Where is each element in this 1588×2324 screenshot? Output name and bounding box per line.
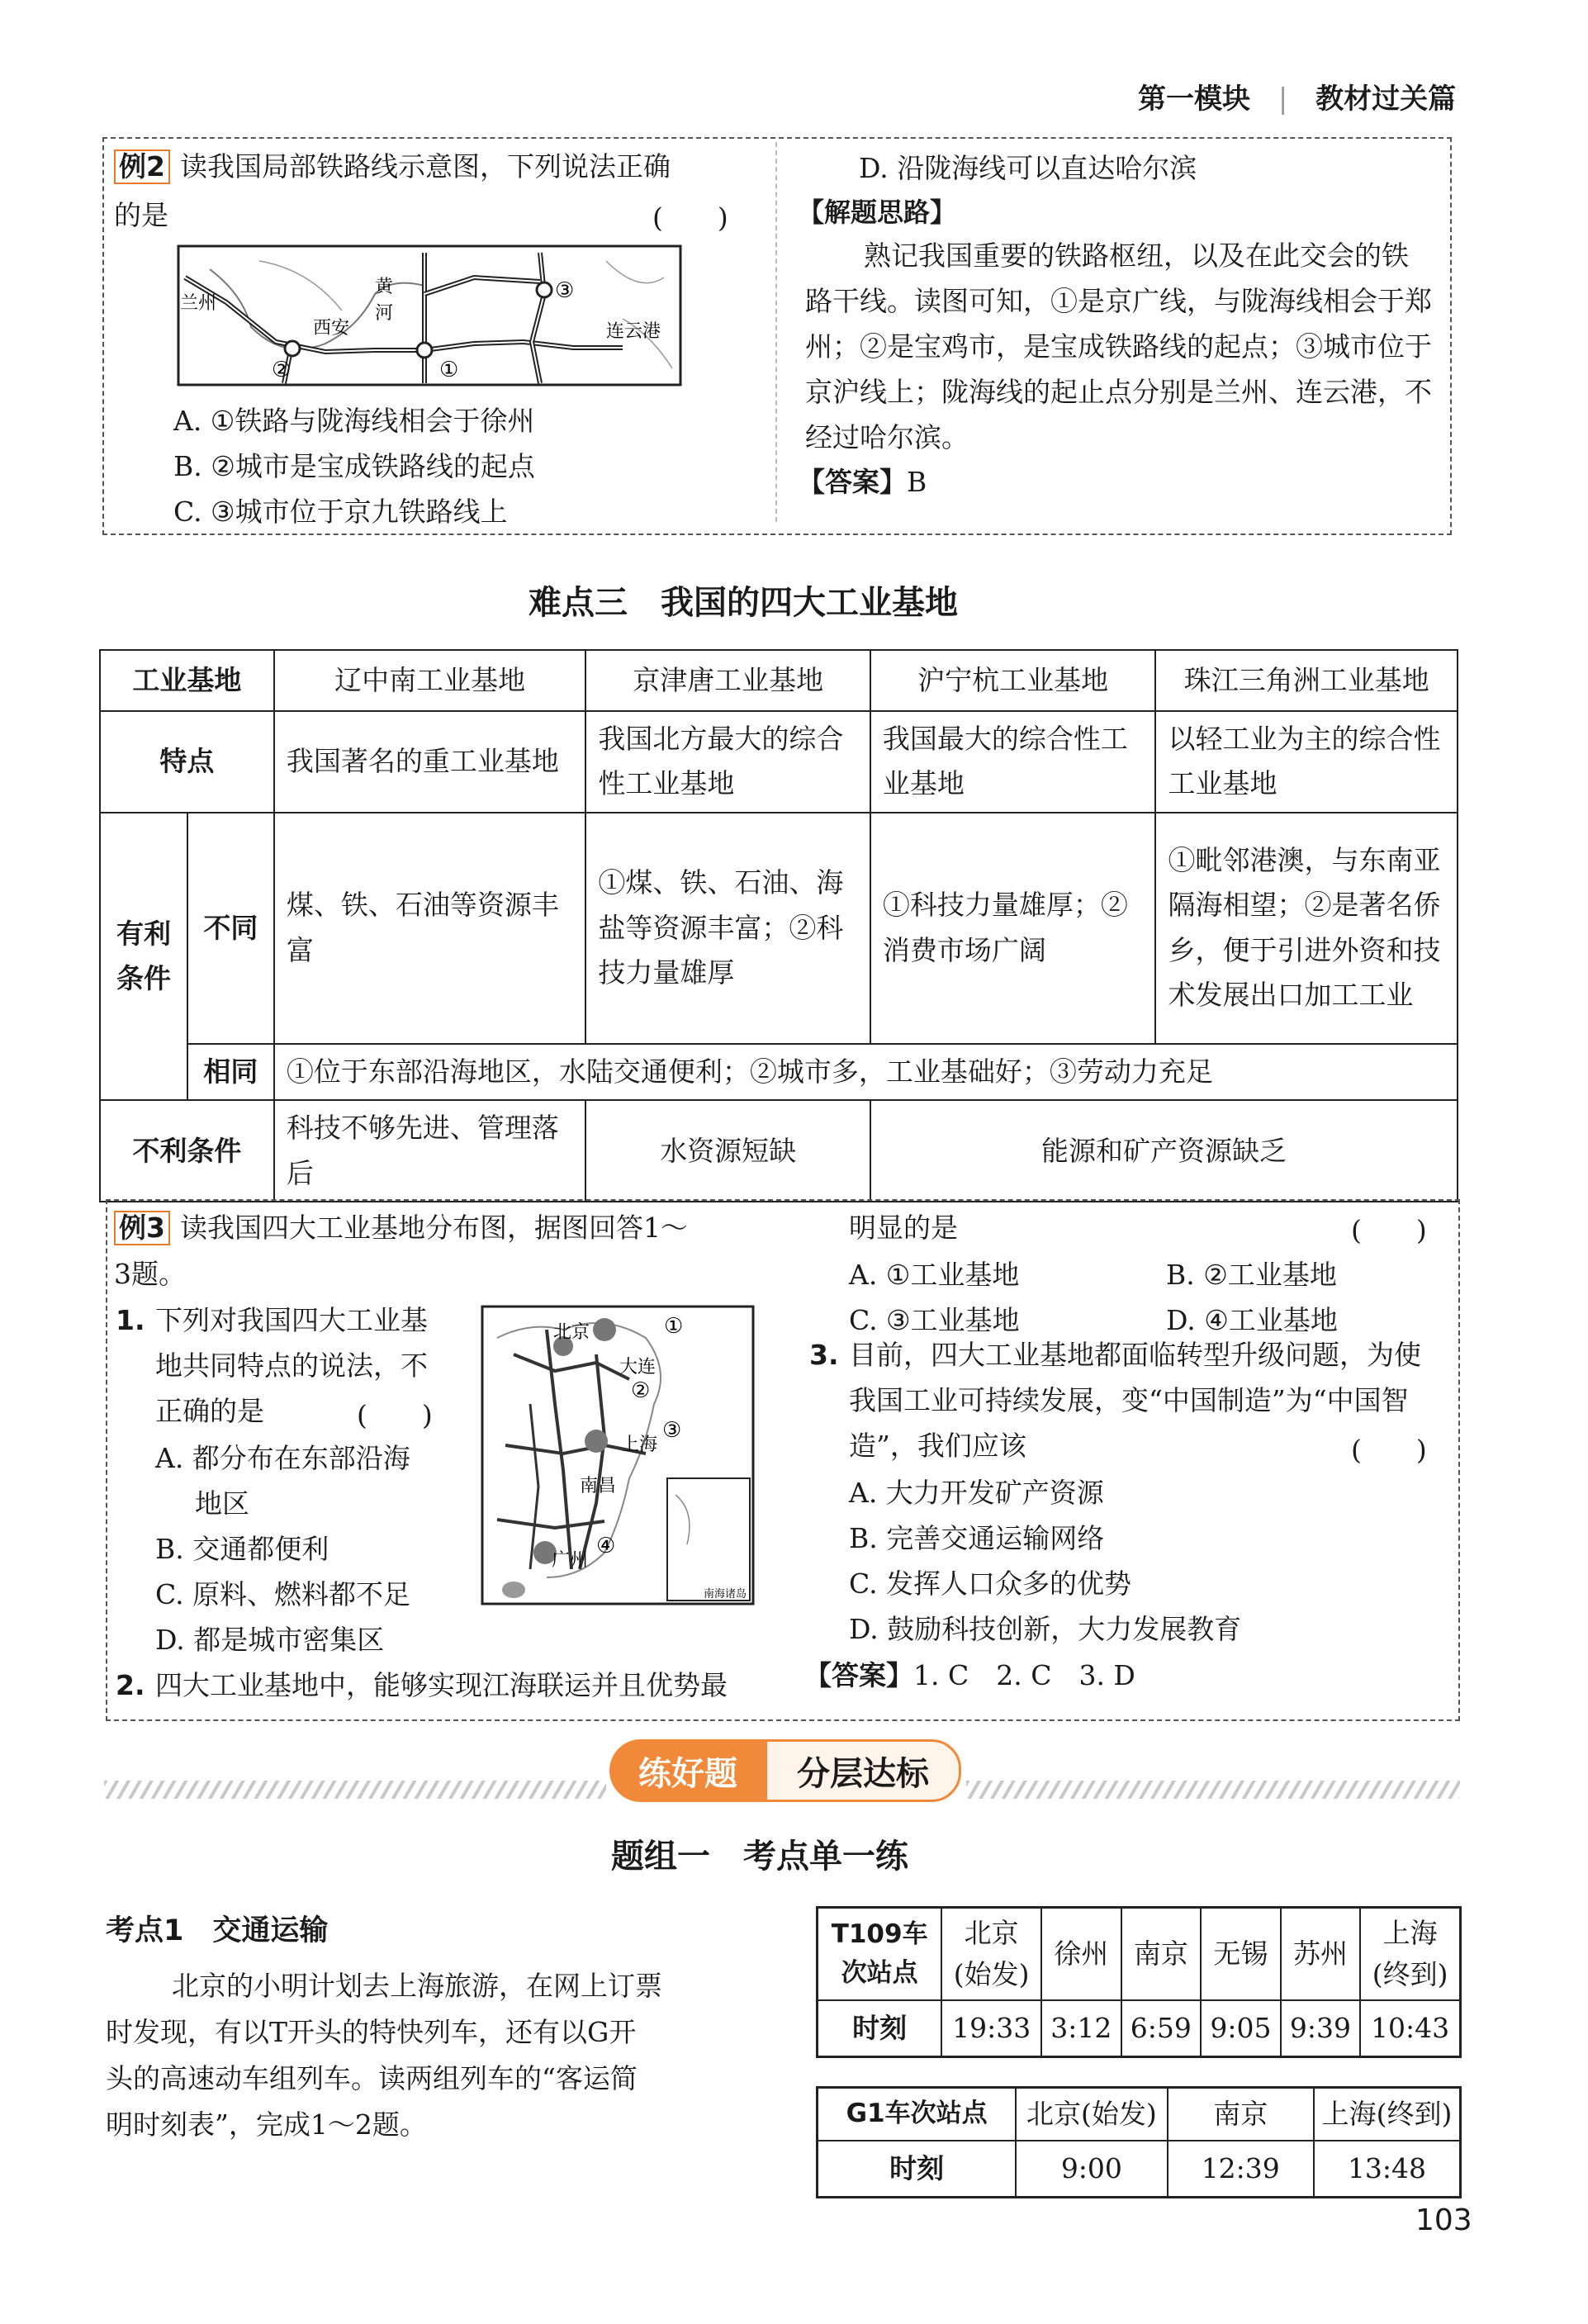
table-header-liaozhongnan: 辽中南工业基地: [274, 650, 586, 711]
q1-option-d: D. 都是城市密集区: [155, 1624, 385, 1656]
g1-table: [816, 2086, 1462, 2198]
t109-time-shanghai: 10:43: [1360, 2000, 1460, 2057]
q2-option-a: A. ①工业基地: [849, 1259, 1020, 1291]
table-header-huninghang: 沪宁杭工业基地: [870, 650, 1156, 711]
example2-tag: 例2: [114, 149, 170, 184]
q1-option-c: C. 原料、燃料都不足: [155, 1578, 411, 1610]
feature-label: 特点: [100, 711, 274, 813]
g1-station-shanghai: 上海(终到): [1314, 2088, 1461, 2141]
banner-stripe-left: [104, 1781, 606, 1799]
example2-analysis-line5: 经过哈尔滨。: [805, 421, 969, 453]
diff-liaozhongnan: 煤、铁、石油等资源丰富: [274, 813, 586, 1044]
map-city-2: [285, 341, 300, 356]
g1-time-label: 时刻: [818, 2141, 1017, 2198]
q3-option-d: D. 鼓励科技创新，大力发展教育: [849, 1613, 1242, 1645]
map-label-he: 河: [375, 302, 394, 323]
t109-time-wuxi: 9:05: [1201, 2000, 1281, 2057]
kaodian1-line1: 北京的小明计划去上海旅游，在网上订票: [172, 1970, 662, 2002]
example3-answer: 【答案】1. C 2. C 3. D: [804, 1659, 1135, 1691]
q2-line2: 明显的是: [849, 1212, 958, 1244]
example2-option-a: A. ①铁路与陇海线相会于徐州: [173, 405, 535, 437]
example2-answer: 【答案】B: [798, 466, 927, 498]
table-header-base: 工业基地: [100, 650, 274, 711]
map-label-c1: ①: [439, 358, 459, 382]
q2-line1: 四大工业基地中，能够实现江海联运并且优势最: [155, 1669, 728, 1701]
q3-num: 3.: [809, 1339, 839, 1371]
group1-title: 题组一 考点单一练: [611, 1838, 908, 1876]
q3-paren: ( ): [1351, 1434, 1427, 1466]
t109-station-xuzhou: 徐州: [1041, 1908, 1121, 2000]
feature-zhujiang: 以轻工业为主的综合性工业基地: [1155, 711, 1458, 813]
q2-num: 2.: [116, 1669, 145, 1701]
same-label: 相同: [187, 1044, 274, 1100]
favorable-label: 有利条件: [100, 813, 187, 1100]
example2-option-b: B. ②城市是宝成铁路线的起点: [173, 450, 535, 482]
q3-line1: 目前，四大工业基地都面临转型升级问题，为使: [849, 1339, 1421, 1371]
diff-zhujiang: ①毗邻港澳，与东南亚隔海相望；②是著名侨乡，便于引进外资和技术发展出口加工工业: [1155, 813, 1458, 1044]
map-base-1: [593, 1318, 616, 1341]
q3-option-c: C. 发挥人口众多的优势: [849, 1568, 1132, 1600]
unfav-jingjintang: 水资源短缺: [585, 1100, 870, 1202]
map-label-huang: 黄: [375, 276, 394, 296]
example2-analysis-line2: 路干线。读图可知，①是京广线，与陇海线相会于郑: [805, 285, 1432, 317]
map-base-3: [585, 1430, 608, 1453]
q1-line1: 下列对我国四大工业基: [155, 1304, 428, 1336]
kaodian1-line4: 明时刻表”，完成1～2题。: [106, 2108, 427, 2141]
unfav-south: 能源和矿产资源缺乏: [870, 1100, 1458, 1202]
banner-right: 分层达标: [765, 1739, 961, 1802]
t109-station-shanghai: 上海 (终到): [1360, 1908, 1460, 2000]
map-city-1: [417, 343, 432, 358]
unfav-label: 不利条件: [100, 1100, 274, 1202]
q1-line2: 地共同特点的说法，不: [155, 1349, 428, 1382]
feature-liaozhongnan: 我国著名的重工业基地: [274, 711, 586, 813]
map-label-m1: ①: [664, 1314, 684, 1339]
q1-option-a: A. 都分布在东部沿海: [155, 1442, 410, 1474]
q2-paren: ( ): [1351, 1214, 1427, 1246]
q3-line3: 造”，我们应该: [849, 1430, 1026, 1462]
example2-question-line2: 的是: [114, 199, 168, 231]
g1-header: G1车次站点: [818, 2088, 1017, 2141]
q2-option-c: C. ③工业基地: [849, 1304, 1020, 1336]
q3-line2: 我国工业可持续发展，变“中国制造”为“中国智: [849, 1384, 1409, 1416]
industry-table: [99, 649, 1458, 1202]
t109-table: [816, 1906, 1462, 2058]
t109-station-suzhou: 苏州: [1281, 1908, 1361, 2000]
t109-header: T109车 次站点: [818, 1908, 942, 2000]
t109-time-beijing: 19:33: [941, 2000, 1041, 2057]
feature-huninghang: 我国最大的综合性工业基地: [870, 711, 1156, 813]
map-label-guangzhou: 广州: [552, 1549, 589, 1570]
example3-tag: 例3: [114, 1211, 170, 1245]
map-label-c3: ③: [555, 278, 575, 303]
example2-analysis-line3: 州；②是宝鸡市，是宝成铁路线的起点；③城市位于: [805, 330, 1432, 363]
g1-time-beijing: 9:00: [1016, 2141, 1167, 2198]
same-conditions: ①位于东部沿海地区，水陆交通便利；②城市多，工业基础好；③劳动力充足: [274, 1044, 1458, 1100]
q3-option-a: A. 大力开发矿产资源: [849, 1477, 1104, 1509]
page-header: [1138, 76, 1456, 116]
map-label-m4: ④: [596, 1534, 616, 1558]
t109-station-nanjing: 南京: [1121, 1908, 1202, 2000]
header-separator: |: [1278, 83, 1288, 116]
map-label-lianyungang: 连云港: [606, 320, 661, 341]
map-label-xian: 西安: [313, 317, 350, 338]
railway-map: [177, 244, 682, 387]
t109-time-suzhou: 9:39: [1281, 2000, 1361, 2057]
table-header-jingjintang: 京津唐工业基地: [585, 650, 870, 711]
example2-paren: ( ): [652, 202, 728, 234]
example2-analysis-line1: 熟记我国重要的铁路枢纽，以及在此交会的铁: [864, 240, 1409, 272]
g1-time-shanghai: 13:48: [1314, 2141, 1461, 2198]
industry-map: [481, 1305, 755, 1605]
difficulty3-title: 难点三 我国的四大工业基地: [529, 584, 958, 622]
banner-left: 练好题: [609, 1739, 766, 1802]
diff-huninghang: ①科技力量雄厚；②消费市场广阔: [870, 813, 1156, 1044]
section-label: 教材过关篇: [1315, 83, 1457, 116]
t109-time-xuzhou: 3:12: [1041, 2000, 1121, 2057]
example3-intro: 例3 读我国四大工业基地分布图，据图回答1～: [114, 1206, 688, 1251]
page-number: 103: [1415, 2203, 1472, 2237]
map-label-dalian: 大连: [619, 1356, 657, 1377]
t109-station-wuxi: 无锡: [1201, 1908, 1281, 2000]
t109-time-nanjing: 6:59: [1121, 2000, 1202, 2057]
map-label-nanchang: 南昌: [580, 1475, 617, 1496]
example2-divider: [775, 142, 777, 522]
kaodian1-line2: 时发现，有以T开头的特快列车，还有以G开: [106, 2016, 637, 2048]
map-label-c2: ②: [272, 358, 292, 382]
q1-num: 1.: [116, 1304, 145, 1336]
map-city-3: [537, 282, 552, 297]
g1-time-nanjing: 12:39: [1168, 2141, 1314, 2198]
example2-option-c: C. ③城市位于京九铁路线上: [173, 496, 508, 528]
map-label-inset: 南海诸岛: [704, 1587, 747, 1600]
q1-line3: 正确的是: [155, 1395, 264, 1427]
g1-station-nanjing: 南京: [1168, 2088, 1314, 2141]
example2-analysis-line4: 京沪线上；陇海线的起止点分别是兰州、连云港，不: [805, 376, 1432, 408]
diff-label: 不同: [187, 813, 274, 1044]
example2-question: 例2 读我国局部铁路线示意图，下列说法正确: [114, 145, 766, 190]
q2-option-d: D. ④工业基地: [1166, 1304, 1338, 1336]
kaodian1-title: 考点1 交通运输: [106, 1914, 329, 1947]
module-label: 第一模块: [1138, 83, 1250, 116]
example2-option-d: D. 沿陇海线可以直达哈尔滨: [859, 152, 1197, 184]
q1-paren: ( ): [357, 1399, 433, 1431]
t109-time-label: 时刻: [818, 2000, 942, 2057]
kaodian1-line3: 头的高速动车组列车。读两组列车的“客运简: [106, 2062, 638, 2094]
q1-option-a-cont: 地区: [195, 1487, 249, 1520]
example2-analysis-title: 【解题思路】: [798, 197, 957, 228]
map-label-shanghai: 上海: [621, 1434, 658, 1454]
g1-station-beijing: 北京(始发): [1016, 2088, 1167, 2141]
q1-option-b: B. 交通都便利: [155, 1533, 329, 1565]
feature-jingjintang: 我国北方最大的综合性工业基地: [585, 711, 870, 813]
unfav-liaozhongnan: 科技不够先进、管理落后: [274, 1100, 586, 1202]
banner-stripe-right: [966, 1781, 1460, 1799]
table-header-zhujiang: 珠江三角洲工业基地: [1155, 650, 1458, 711]
map-label-lanzhou: 兰州: [180, 292, 217, 313]
diff-jingjintang: ①煤、铁、石油、海盐等资源丰富；②科技力量雄厚: [585, 813, 870, 1044]
map-label-m2: ②: [631, 1378, 651, 1403]
q3-option-b: B. 完善交通运输网络: [849, 1522, 1105, 1554]
map-label-beijing: 北京: [553, 1321, 590, 1342]
t109-station-beijing: 北京 (始发): [941, 1908, 1041, 2000]
example3-intro-line2: 3题。: [114, 1258, 186, 1290]
map-label-m3: ③: [662, 1418, 682, 1443]
q2-option-b: B. ②工业基地: [1166, 1259, 1337, 1291]
